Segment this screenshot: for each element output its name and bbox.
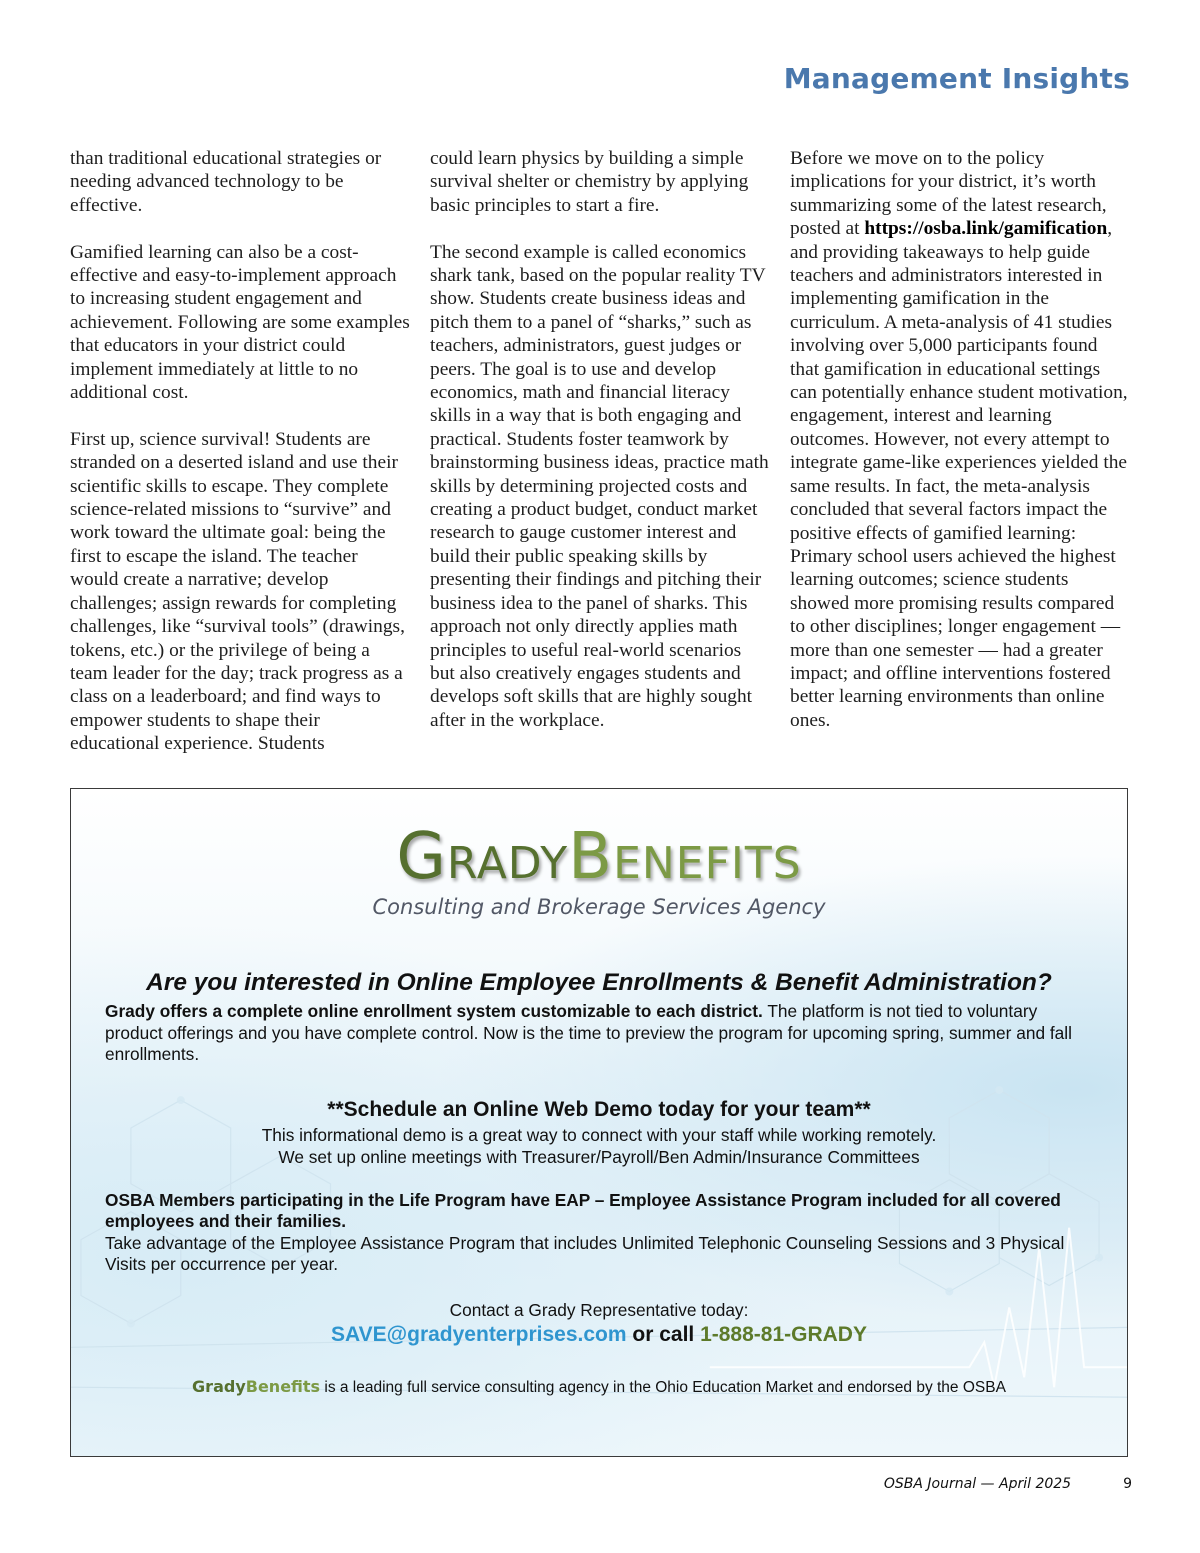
grady-benefits-ad xyxy=(70,788,1128,1457)
demo-heading: **Schedule an Online Web Demo today for your team** xyxy=(327,1097,871,1121)
ad-headline: Are you interested in Online Employee Enrollments & Benefit Administration? xyxy=(146,969,1052,996)
paragraph: The second example is called economics shark tank, based on the popular reality TV show. Students create business ideas and pitch them to a panel of “sharks,” such as teachers, administrators, guest judges or peers. The goal is to use and develop economics, math and financial literacy skills in a way that is both engaging and practical. Students foster teamwork by brainstorming business ideas, practice math skills by determining projected costs and creating a product budget, conduct market research to gauge customer interest and build their public speaking skills by presenting their findings and pitching their business idea to the panel of sharks. This approach not only directly applies math principles to useful real-world scenarios but also creatively engages students and develops soft skills that are highly sought after in the workplace. xyxy=(430,241,769,731)
page-footer xyxy=(884,1476,1132,1492)
logo-letters: ENEFITS xyxy=(613,838,802,889)
ad-body xyxy=(105,969,1093,1397)
paragraph xyxy=(790,147,1130,732)
ad-lead-text: Grady offers a complete online enrollment system customizable to each district. xyxy=(105,1001,763,1021)
paragraph-text: , and providing takeaways to help guide teachers and administrators interested in implementing gamification in the curriculum. A meta-analysis of 41 studies involving over 5,000 participants found that gamification in educational settings can potentially enhance student motivation, engagement, interest and learning outcomes. However, not every attempt to integrate game-like experiences yielded the same results. In fact, the meta-analysis concluded that several factors impact the positive effects of gamified learning: Primary school users achieved the highest learning outcomes; science students showed more promising results compared to other disciplines; longer engagement — more than one semester — had a greater impact; and offline interventions fostered better learning environments than online ones. xyxy=(790,218,1128,731)
contact-email-link[interactable]: SAVE@gradyenterprises.com xyxy=(331,1322,627,1346)
paragraph: could learn physics by building a simple survival shelter or chemistry by applying basic principles to start a fire. xyxy=(430,148,749,216)
section-title: Management Insights xyxy=(783,62,1130,95)
article-column-2 xyxy=(430,147,770,756)
logo-tagline: Consulting and Brokerage Services Agency xyxy=(372,895,826,919)
eap-paragraph xyxy=(105,1190,1093,1276)
article-columns xyxy=(70,147,1130,756)
article-column-1 xyxy=(70,147,410,756)
eap-text: Take advantage of the Employee Assistance Program that includes Unlimited Telephonic Counseling Sessions and 3 Physical Visits per occurrence per year. xyxy=(105,1232,1065,1274)
demo-line: We set up online meetings with Treasurer/Payroll/Ben Admin/Insurance Committees xyxy=(278,1146,920,1167)
research-link[interactable]: https://osba.link/gamification xyxy=(864,218,1108,240)
journal-title: OSBA Journal — April 2025 xyxy=(883,1476,1072,1492)
demo-line: This informational demo is a great way to connect with your staff while working remotely. xyxy=(261,1124,937,1145)
contact-line: Contact a Grady Representative today: xyxy=(449,1299,749,1320)
footer-brand-part: Grady xyxy=(192,1376,246,1396)
logo-letter: B xyxy=(568,820,614,894)
ad-paragraph xyxy=(105,1001,1093,1066)
paragraph: than traditional educational strategies or needing advanced technology to be effective. xyxy=(70,148,382,216)
ad-footer xyxy=(105,1377,1093,1397)
logo-wordmark xyxy=(71,820,1127,894)
paragraph: First up, science survival! Students are stranded on a deserted island and use their scientific skills to escape. They complete science-related missions to “survive” and work toward the ultimate goal: being the first to escape the island. The teacher would create a narrative; develop challenges; assign rewards for completing challenges, like “survival tools” (drawings, tokens, etc.) or the privilege of being a team leader for the day; track progress as a class on a leaderboard; and find ways to empower students to shape their educational experience. Students xyxy=(70,428,405,755)
ad-text: The platform is not tied to voluntary product offerings and you have complete control. Now is the time to preview the program for upcoming spring, summer and fall enrollments. xyxy=(105,1001,1072,1064)
logo-letters: RADY xyxy=(446,838,569,889)
logo-letter: G xyxy=(396,820,447,894)
article-column-3 xyxy=(790,147,1130,756)
contact-details xyxy=(105,1323,1093,1347)
grady-benefits-logo xyxy=(71,820,1127,919)
paragraph-text: Before we move on to the policy implications for your district, it’s worth summarizing some of the latest research, posted at xyxy=(790,148,1107,240)
contact-or-call: or call xyxy=(626,1322,701,1346)
footer-brand xyxy=(192,1377,320,1396)
page-number: 9 xyxy=(1123,1476,1132,1492)
contact-phone-link[interactable]: 1-888-81-GRADY xyxy=(700,1322,867,1346)
paragraph: Gamified learning can also be a cost-effective and easy-to-implement approach to increasing student engagement and achievement. Following are some examples that educators in your district could implement immediately at little to no additional cost. xyxy=(70,241,410,404)
footer-brand-part: Benefits xyxy=(245,1376,321,1396)
eap-lead-text: OSBA Members participating in the Life Program have EAP – Employee Assistance Program included for all covered employees and their families. xyxy=(105,1189,1061,1231)
footer-text: is a leading full service consulting agency in the Ohio Education Market and endorsed by the OSBA xyxy=(320,1378,1006,1396)
